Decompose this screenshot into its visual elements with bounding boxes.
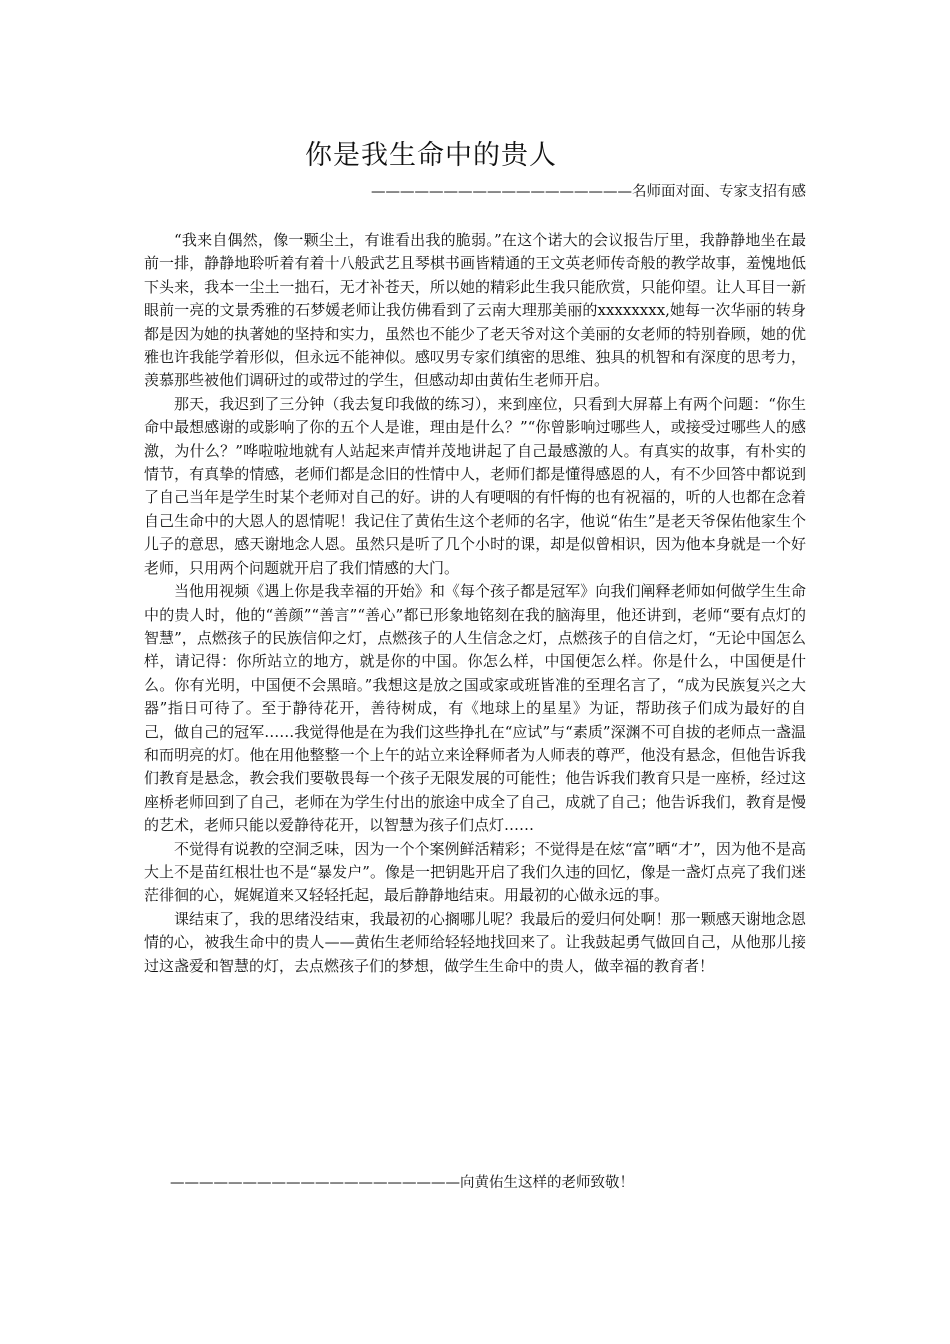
document-subtitle: ——————————————————名师面对面、专家支招有感	[371, 184, 806, 200]
body-paragraph: 不觉得有说教的空洞乏味，因为一个个案例鲜活精彩；不觉得是在炫“富”晒“才”，因为他不是高大上不是苗红根壮也不是“暴发户”。像是一把钥匙开启了我们久违的回忆，像是一盏灯点亮了我们迷茫徘徊的心，娓娓道来又轻轻托起，最后静静地结束。用最初的心做永远的事。	[144, 839, 806, 905]
body-paragraph: “我来自偶然，像一颗尘土，有谁看出我的脆弱。”在这个诺大的会议报告厅里，我静静地坐在最前一排，静静地聆听着有着十八般武艺且琴棋书画皆精通的王文英老师传奇般的教学故事，羞愧地低下头来，我本一尘土一拙石，无才补苍天，所以她的精彩此生我只能欣赏，只能仰望。让人耳目一新眼前一亮的文景秀雅的石梦媛老师让我仿佛看到了云南大理那美丽的xxxxxxxx,她每一次华丽的转身都是因为她的执著她的坚持和实力，虽然也不能少了老天爷对这个美丽的女老师的特别眷顾，她的优雅也许我能学着形似，但永远不能神似。感叹男专家们缜密的思维、独具的机智和有深度的思考力，羡慕那些被他们调研过的或带过的学生，但感动却由黄佑生老师开启。	[144, 231, 806, 390]
document-body	[144, 229, 806, 978]
document-title: 你是我生命中的贵人	[305, 140, 557, 171]
body-paragraph: 当他用视频《遇上你是我幸福的开始》和《每个孩子都是冠军》向我们阐释老师如何做学生生命中的贵人时，他的“善颜”“善言”“善心”都已形象地铭刻在我的脑海里，他还讲到，老师“要有点灯的智慧”，点燃孩子的民族信仰之灯，点燃孩子的人生信念之灯，点燃孩子的自信之灯，“无论中国怎么样，请记得：你所站立的地方，就是你的中国。你怎么样，中国便怎么样。你是什么，中国便是什么。你有光明，中国便不会黑暗。”我想这是放之国或家或班皆准的至理名言了，“成为民族复兴之大器”指日可待了。至于静待花开，善待树成，有《地球上的星星》为证，帮助孩子们成为最好的自己，做自己的冠军……我觉得他是在为我们这些挣扎在“应试”与“素质”深渊不可自拔的老师点一盏温和而明亮的灯。他在用他整整一个上午的站立来诠释师者为人师表的尊严，他没有悬念，但他告诉我们教育是悬念，教会我们要敬畏每一个孩子无限发展的可能性；他告诉我们教育只是一座桥，经过这座桥老师回到了自己，老师在为学生付出的旅途中成全了自己，成就了自己；他告诉我们，教育是慢的艺术，老师只能以爱静待花开，以智慧为孩子们点灯……	[144, 582, 806, 835]
closing-line: ————————————————————向黄佑生这样的老师致敬！	[170, 1175, 634, 1191]
body-paragraph: 那天，我迟到了三分钟（我去复印我做的练习），来到座位，只看到大屏幕上有两个问题：“你生命中最想感谢的或影响了你的五个人是谁，理由是什么？”“你曾影响过哪些人，或接受过哪些人的感激，为什么？”哗啦啦地就有人站起来声情并茂地讲起了自己最感激的人。有真实的故事，有朴实的情节，有真挚的情感，老师们都是念旧的性情中人，老师们都是懂得感恩的人，有不少回答中都说到了自己当年是学生时某个老师对自己的好。讲的人有哽咽的有忏悔的也有祝福的，听的人也都在念着自己生命中的大恩人的恩情呢！我记住了黄佑生这个老师的名字，他说“佑生”是老天爷保佑他家生个儿子的意思，感天谢地念人恩。虽然只是听了几个小时的课，却是似曾相识，因为他本身就是一个好老师，只用两个问题就开启了我们情感的大门。	[144, 394, 806, 577]
body-paragraph: 课结束了，我的思绪没结束，我最初的心搁哪儿呢？我最后的爱归何处啊！那一颗感天谢地念恩情的心，被我生命中的贵人——黄佑生老师给轻轻地找回来了。让我鼓起勇气做回自己，从他那儿接过这盏爱和智慧的灯，去点燃孩子们的梦想，做学生生命中的贵人，做幸福的教育者！	[144, 909, 806, 975]
